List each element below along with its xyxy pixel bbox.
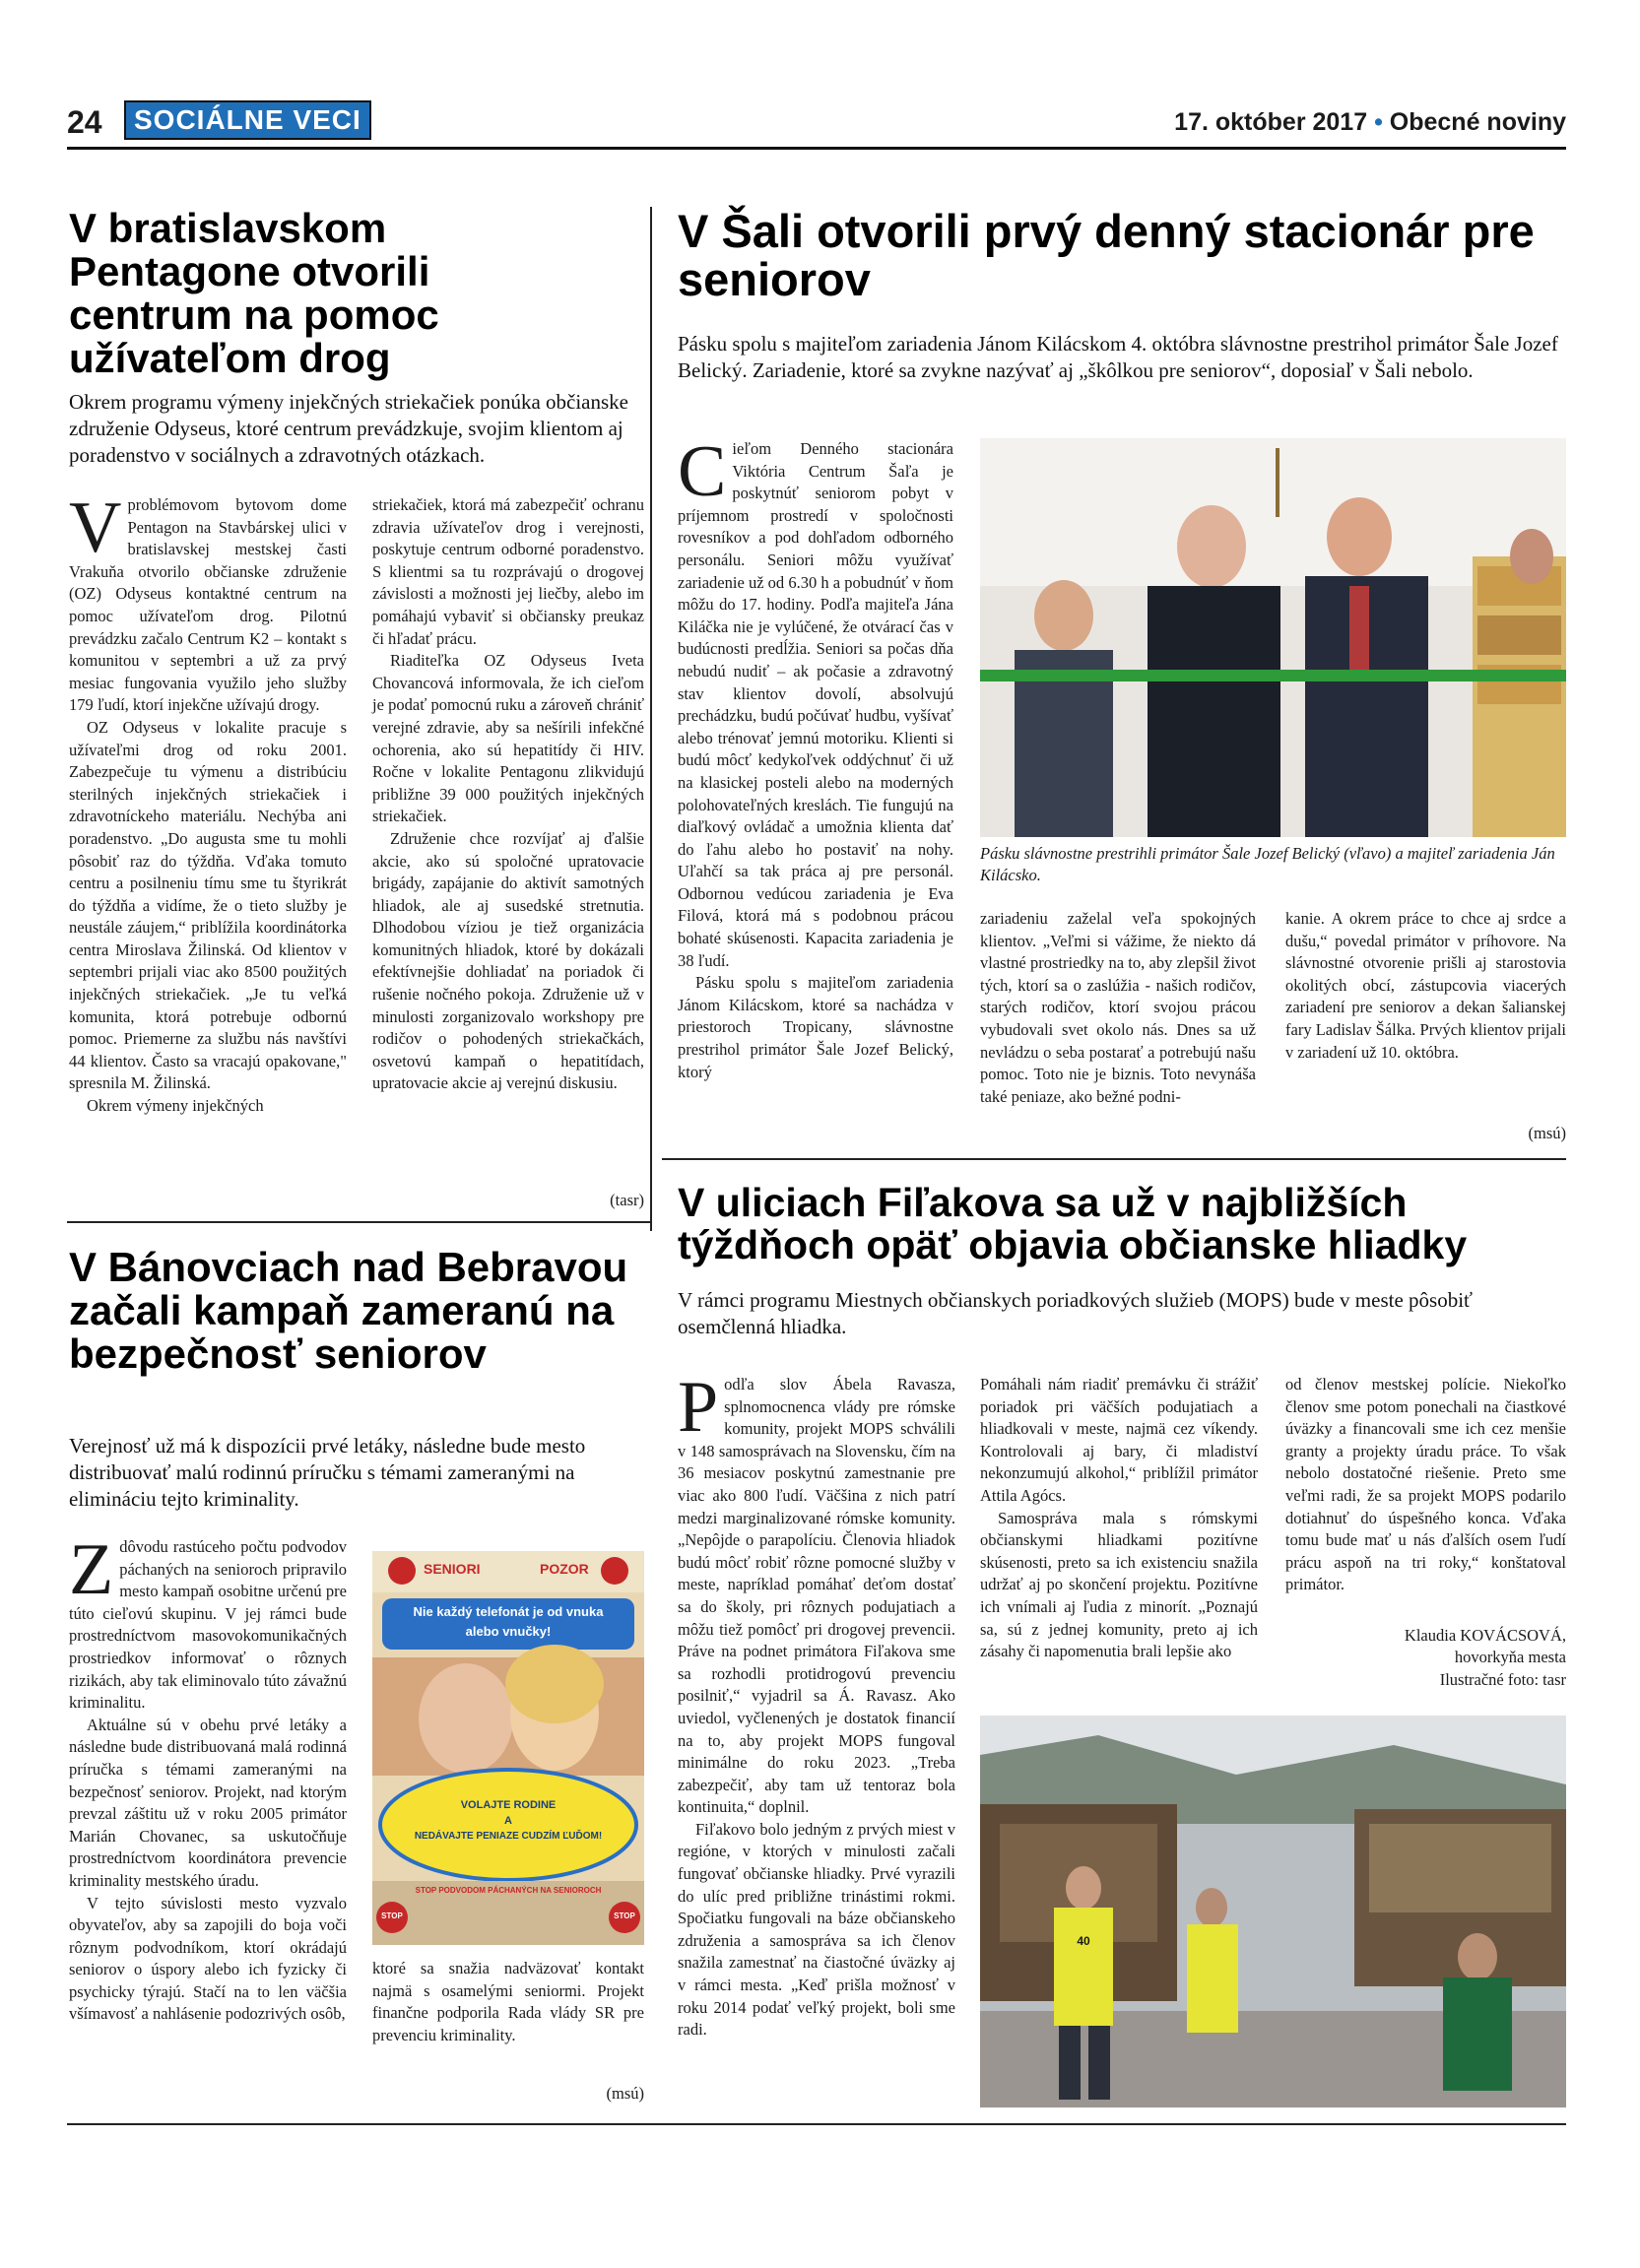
article1-bottom-rule [67, 1221, 652, 1223]
article4-col1-p2: Fiľakovo bolo jedným z prvých miest v regióne, v ktorých v minulosti začali fungovať občianske hliadky. Prvé vyrazili do ulíc pred približne trinástimi rokmi. Spočiatku fungovali na báze občianskeho združenia a samospráva sa ich členov snažila zamestnať na čiastočné úväzky aj v rámci mesta. „Keď prišla možnosť v roku 2014 podať veľký projekt, boli sme radi. [678, 1819, 955, 2040]
article4-signature [1285, 1625, 1566, 1691]
article2-photo [980, 438, 1566, 837]
article4-col2-p2: Samospráva mala s rómskymi občianskymi hliadkami pozitívne skúsenosti, preto sa ich existenciu snažila udržať aj po skončení projektu. Pozitívne ich vnímali aj ľudia z minorít. „Poznajú sa, sú z jednej komunity, preto aj ich zásahy či napomenutia brali lepšie ako [980, 1508, 1258, 1661]
article2-credit: (msú) [1528, 1124, 1566, 1142]
signature-role: hovorkyňa mesta [1454, 1648, 1566, 1667]
article3-col2-text: ktoré sa snažia nadväzovať kontakt najmä s osamelými seniormi. Projekt finančne podporila Rada vlády SR pre prevenciu kriminality. [372, 1959, 644, 2044]
article4-photo [980, 1716, 1566, 2107]
page-bottom-rule [67, 2123, 1566, 2125]
article1-col1-text: problémovom bytovom dome Pentagon na Stavbárskej ulici v bratislavskej mestskej časti Vrakuňa otvorilo občianske združenie (OZ) Odyseus kontaktné centrum na pomoc užívateľom drog. Pilotnú prevádzku začalo Centrum K2 – kontakt s komunitou v septembri a už za prvý mesiac fungovania využilo jeho služby 179 ľudí, ktorí injekčne užívajú drogy. [69, 495, 347, 715]
article1-lead: Okrem programu výmeny injekčných striekačiek ponúka občianske združenie Odyseus, ktoré centrum prevádzkuje, svojim klientom aj poradenstvo v sociálnych a zdravotných otázkach. [69, 390, 628, 467]
article2-column1 [678, 431, 953, 1083]
section-title: SOCIÁLNE VECI [134, 104, 361, 135]
article4-column1 [678, 1367, 955, 2041]
article1-headline: V bratislavskom Pentagone otvorili centrum na pomoc užívateľom drog [69, 205, 439, 382]
poster-stop-right: STOP [614, 1912, 635, 1920]
article4-headline: V uliciach Fiľakova sa už v najbližších týždňoch opäť objavia občianske hliadky [678, 1180, 1468, 1268]
article4-dropcap: P [678, 1367, 719, 1448]
patrol-street-illustration [980, 1716, 1566, 2107]
poster-banner-line1: Nie každý telefonát je od vnuka [413, 1604, 604, 1619]
article4-column2 [980, 1374, 1258, 1663]
publication-name: Obecné noviny [1389, 108, 1566, 136]
article1-column1 [69, 487, 347, 1118]
article3-lead: Verejnosť už má k dispozícii prvé letáky, následne bude mesto distribuovať malú rodinnú príručku s témami zameranými na elimináciu tejto kriminality. [69, 1434, 586, 1511]
page-header [67, 98, 1566, 150]
issue-info [1174, 108, 1566, 137]
article1-col2-p3: Združenie chce rozvíjať aj ďalšie akcie, ako sú spoločné upratovacie brigády, zapájanie do aktivít samotných hliadok, ale aj susedské stretnutia. Dlhodobou víziou je tiež organizácia komunitných hliadok, ktoré by dokázali efektívnejšie dohliadať na poriadok či rušenie nočného pokoja. Združenie už v minulosti zorganizovalo workshopy pre rodičov o pohodených striekačkách, osvetovú kampaň o hepatitídach, upratovacie akcie aj verejnú diskusiu. [372, 828, 644, 1093]
poster-oval-line1: VOLAJTE RODINE [460, 1799, 557, 1811]
article2-headline: V Šali otvorili prvý denný stacionár pre seniorov [678, 205, 1535, 306]
poster-footer: STOP PODVODOM PÁCHANÝCH NA SENIOROCH [415, 1886, 602, 1895]
poster-oval-line3: NEDÁVAJTE PENIAZE CUDZÍM ĽUĎOM! [414, 1831, 603, 1842]
article1-col2-p2: Riaditeľka OZ Odyseus Iveta Chovancová informovala, že ich cieľom je podať pomocnú ruku a zároveň chrániť verejné zdravie, aby sa nešírili infekčné ochorenia, ako sú hepatitídy či HIV. Ročne v lokalite Pentagonu zlikvidujú približne 39 000 použitých injekčných striekačiek. [372, 651, 644, 826]
article4-column3 [1285, 1374, 1566, 1596]
poster-banner-line2: alebo vnučky! [465, 1624, 552, 1639]
article2-photo-caption: Pásku slávnostne prestrihli primátor Šale Jozef Belický (vľavo) a majiteľ zariadenia Ján Kilácsko. [980, 844, 1555, 885]
article1-column2 [372, 494, 644, 1095]
article1-col1-p3: Okrem výmeny injekčných [87, 1096, 264, 1116]
issue-date: 17. október 2017 [1174, 108, 1368, 136]
ribbon-cutting-illustration [980, 438, 1566, 837]
article3-dropcap: Z [69, 1529, 114, 1610]
article1-col2-text: striekačiek, ktorá má zabezpečiť ochranu zdravia užívateľov drog i verejnosti, poskytuje centrum odborné poradenstvo. S klientmi sa tu rozprávajú o drogovej závislosti a možnosti jej liečby, alebo im pomáhajú vybaviť si občiansky preukaz či hľadať prácu. [372, 495, 644, 648]
page-number: 24 [67, 104, 102, 140]
article3-col1-p2: Aktuálne sú v obehu prvé letáky a následne bude distribuovaná malá rodinná príručka s témami zameranými na bezpečnosť seniorov. Projekt, nad ktorým prevzal záštitu už v roku 2005 primátor Marián Chovanec, sa uskutočňuje prostredníctvom koordinátora prevencie kriminality mestského úradu. [69, 1715, 347, 1890]
column-divider [650, 207, 652, 1231]
article2-column3 [1285, 908, 1566, 1064]
article3-headline: V Bánovciach nad Bebravou začali kampaň zameranú na bezpečnosť seniorov [69, 1244, 628, 1378]
article3-col1-text: dôvodu rastúceho počtu podvodov páchaných na senioroch pripravilo mesto kampaň osobitne určenú pre túto cieľovú skupinu. V jej rámci bude prostredníctvom masovokomunikačných prostriedkov informovať o rôznych rizikách, aby tak eliminovalo túto závažnú kriminalitu. [69, 1537, 347, 1713]
article3-column1 [69, 1529, 347, 2026]
signature-photo-credit: Ilustračné foto: tasr [1439, 1669, 1566, 1689]
article4-col3-text: od členov mestskej polície. Niekoľko členov sme potom ponechali na čiastkové úväzky a financovali sme ich cez menšie granty a projekty úradu práce. To však nebolo dostatočné riešenie. Preto sme veľmi radi, že sa projekt MOPS podarilo dotiahnuť do úspešného konca. Vďaka tomu bude mať u nás ďalších osem ľudí prácu aspoň na tri roky,“ konštatoval primátor. [1285, 1375, 1566, 1594]
article2-dropcap: C [678, 431, 727, 512]
section-label [124, 100, 371, 140]
article2-col2-text: zariadeniu zaželal veľa spokojných klientov. „Veľmi si vážime, že niekto dá vlastné prostriedky na to, aby zlepšil život tých, ktorí sa o zaslúžia - našich rodičov, starých rodičov, ktorí svojou prácou vybudovali svet okolo nás. Dnes sa už nevládzu o seba postarať a potrebujú našu pomoc. Toto nie je biznis. Toto nevynáša také peniaze, ako bežné podni- [980, 909, 1256, 1106]
signature-name: Klaudia KOVÁCSOVÁ, [1404, 1626, 1566, 1645]
poster-stop-left: STOP [381, 1912, 403, 1920]
article1-dropcap: V [69, 487, 122, 568]
phone-icon-right [601, 1557, 628, 1585]
article3-poster [372, 1551, 644, 1945]
article2-bottom-rule [662, 1158, 1566, 1160]
article2-lead: Pásku spolu s majiteľom zariadenia Jánom Kilácskom 4. októbra slávnostne prestrihol primátor Šale Jozef Belický. Zariadenie, ktoré sa zvykne nazývať aj „škôlkou pre seniorov“, doposiaľ v Šali nebolo. [678, 332, 1558, 382]
article2-col1-text: ieľom Denného stacionára Viktória Centrum Šaľa je poskytnúť seniorom pobyt v príjemnom prostredí v spoločnosti rovesníkov a pod dohľadom odborného personálu. Seniori môžu využívať zariadenie už od 6.30 h a pobudnúť v ňom môžu do 17. hodiny. Podľa majiteľa Jána Kiláčka nie je vylúčené, že otvárací čas v budúcnosti predĺžia. Seniori sa počas dňa nebudú nudiť – ak počasie a zdravotný stav klientov dovolí, absolvujú prechádzku, budú počúvať hudbu, vyšívať alebo trénovať jemnú motoriku. Klienti si budú môcť kedykoľvek oddýchnuť či už na klasickej posteli alebo na moderných polohovateľných kreslách. Tie fungujú na diaľkový ovládač a umožnia klienta dať do ľahu alebo ho postaviť na nohy. Uľahčí sa tak práca aj pre personál. Odbornou vedúcou zariadenia je Eva Filová, ktorá má s podobnou prácou bohaté skúsenosti. Kapacita zariadenia je 38 ľudí. [678, 439, 953, 970]
article4-col2-text: Pomáhali nám riadiť premávku či strážiť poriadok pri väčších podujatiach a hliadkovali v meste, najmä cez víkendy. Kontrolovali aj bary, či mladiství nekonzumujú alkohol,“ priblížil primátor Attila Agócs. [980, 1375, 1258, 1505]
poster-oval-line2: A [504, 1815, 512, 1827]
bullet-separator: • [1374, 108, 1383, 136]
article2-column2 [980, 908, 1256, 1108]
poster-seniori: SENIORI [424, 1561, 481, 1577]
poster-pozor: POZOR [540, 1561, 589, 1577]
article1-col1-p2: OZ Odyseus v lokalite pracuje s užívateľmi drog od roku 2001. Zabezpečuje tu výmenu a distribúciu sterilných injekčných striekačiek i zdravotníckeho materiálu. Nechýba ani poradenstvo. „Do augusta sme tu mohli pôsobiť raz do týždňa. Vďaka tomuto centru a posilneniu tímu sme tu štyrikrát do týždňa a vidíme, že o tieto služby je neustále záujem,“ priblížila koordinátorka centra Miroslava Žilinská. Od klientov v septembri prijali viac ako 8500 použitých injekčných striekačiek. „Je tu veľká komunita, ktorá potrebuje odbornú pomoc. Priemerne za službu nás navštívi 44 klientov. Často sa vracajú opakovane," spresnila M. Žilinská. [69, 717, 347, 1093]
article1-credit: (tasr) [610, 1191, 644, 1209]
article2-col1-p2: Pásku spolu s majiteľom zariadenia Jánom Kilácskom, ktoré sa nachádza v priestoroch Tropicany, slávnostne prestrihol primátor Šale Jozef Belický, ktorý [678, 973, 953, 1081]
article3-col1-p3: V tejto súvislosti mesto vyzvalo obyvateľov, aby sa zapojili do boja voči rôznym podvodníkom, ktorí okrádajú seniorov o úspory alebo ich fyzicky či psychicky týrajú. Stačí na to len väčšia všímavosť a nahlásenie podozrivých osôb, [69, 1893, 347, 2024]
article4-lead: V rámci programu Miestnych občianskych poriadkových služieb (MOPS) bude v meste pôsobiť osemčlenná hliadka. [678, 1288, 1474, 1338]
phone-icon-left [388, 1557, 416, 1585]
article3-column2 [372, 1958, 644, 2046]
article4-col1-text: odľa slov Ábela Ravasza, splnomocnenca vlády pre rómske komunity, projekt MOPS schválili v 148 samosprávach na Slovensku, čím na 36 mesiacov poskytnú zamestnanie pre viac ako 800 ľudí. Väčšina z nich patrí medzi marginalizované rómske komunity. „Nepôjde o parapolíciu. Členovia hliadok budú môcť robiť rôzne pomocné služby v meste, napríklad pomáhať deťom dostať sa do školy, pri rôznych podujatiach a môžu tiež pomôcť pri drogovej prevencii. Práve na podnet primátora Fiľakova sme sa rozhodli protidrogovú prevenciu posilniť,“ vyjadril sa Á. Ravasz. Ako uviedol, vyčlenených je dostatok financií na to, aby projekt MOPS fungoval minimálne do roku 2023. „Treba zabezpečiť, aby tam už tentoraz bola kontinuita,“ doplnil. [678, 1375, 955, 1817]
vest-number: 40 [1077, 1934, 1090, 1948]
article2-col3-text: kanie. A okrem práce to chce aj srdce a dušu,“ povedal primátor v príhovore. Na slávnostné otvorenie prišli aj starostovia okolitých obcí, zástupcovia viacerých zariadení pre seniorov a dekan šalianskej fary Ladislav Šálka. Prvých klientov prijali v zariadení už 10. októbra. [1285, 909, 1567, 1062]
article3-credit: (msú) [606, 2084, 644, 2103]
